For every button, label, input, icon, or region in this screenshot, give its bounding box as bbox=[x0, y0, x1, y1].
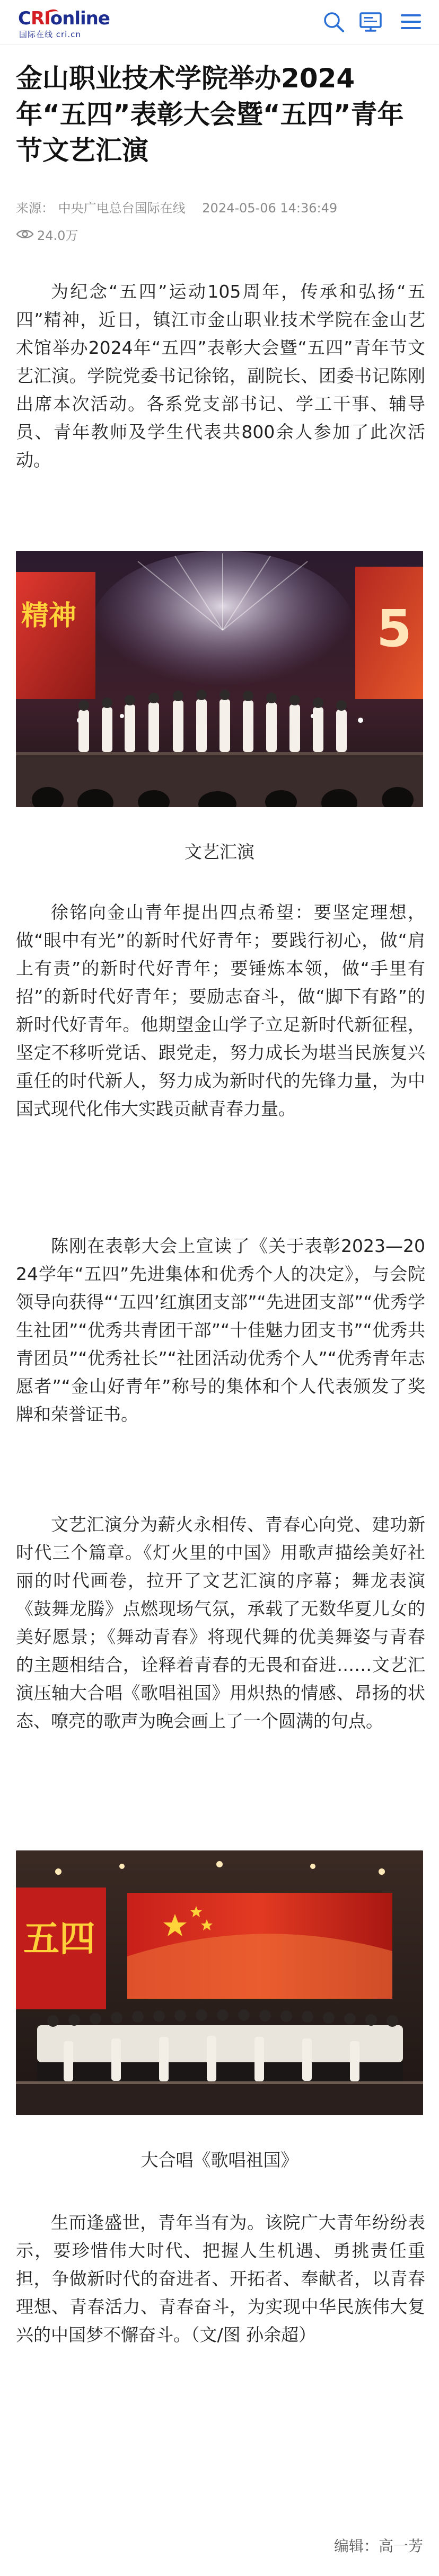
screen-text-right: 5 bbox=[376, 599, 412, 658]
screen-icon[interactable] bbox=[358, 10, 383, 34]
paragraph-4: 文艺汇演分为薪火永相传、青春心向党、建功新时代三个篇章。《灯火里的中国》用歌声描绘美好社丽的时代画卷，拉开了文艺汇演的序幕；舞龙表演《鼓舞龙腾》点燃现场气氛，承载了无数华夏儿女的美好愿景；《舞动青春》将现代舞的优美舞姿与青春的主题相结合，诠释着青春的无畏和奋进……文艺汇演压轴大合唱《歌唱祖国》用炽热的情感、昂扬的状态、嘹亮的歌声为晚会画上了一个圆满的句点。 bbox=[16, 1514, 425, 1731]
photo-caption-1: 文艺汇演 bbox=[185, 842, 254, 862]
article-title: 金山职业技术学院举办2024年“五四”表彰大会暨“五四”青年节文艺汇演 bbox=[16, 63, 404, 166]
view-count bbox=[16, 225, 78, 244]
search-icon[interactable] bbox=[321, 10, 346, 34]
paragraph-5: 生而逢盛世，青年当有为。该院广大青年纷纷表示，要珍惜伟大时代、把握人生机遇、勇挑责任重担，争做新时代的奋进者、开拓者、奉献者，以青春理想、青春活力、青春奋斗，为实现中华民族伟大复兴的中国梦不懈奋斗。（文/图 孙余超） bbox=[16, 2212, 425, 2345]
logo-mark: CRIonline bbox=[18, 8, 110, 29]
article-time: 2024-05-06 14:36:49 bbox=[202, 201, 338, 216]
top-bar bbox=[0, 0, 439, 44]
logo-subtitle: 国际在线 cri.cn bbox=[19, 30, 81, 39]
editor-credit: 编辑：高一芳 bbox=[333, 2537, 423, 2555]
paragraph-2: 徐铭向金山青年提出四点希望：要坚定理想，做“眼中有光”的新时代好青年；要践行初心，做“肩上有责”的新时代好青年；要锤炼本领，做“手里有招”的新时代好青年；要励志奋斗，做“脚下有路”的新时代好青年。他期望金山学子立足新时代新征程，坚定不移听党话、跟党走，努力成长为堪当民族复兴重任的时代新人，努力成为新时代的先锋力量，为中国式现代化伟大实践贡献青春力量。 bbox=[16, 902, 425, 1119]
view-count-value: 24.0万 bbox=[37, 228, 78, 243]
article-source: 来源： 中央广电总台国际在线 bbox=[16, 201, 186, 216]
cri-logo[interactable] bbox=[18, 8, 124, 39]
article-meta bbox=[16, 199, 429, 217]
eye-icon bbox=[16, 228, 34, 240]
banner-text: 五四 bbox=[23, 1918, 96, 1960]
paragraph-3: 陈刚在表彰大会上宣读了《关于表彰2023—2024学年“五四”先进集体和优秀个人的决定》，与会院领导向获得“‘五四’红旗团支部”“先进团支部”“优秀学生社团”“优秀共青团干部”“十佳魅力团支书”“优秀共青团员”“优秀社长”“社团活动优秀个人”“优秀青年志愿者”“金山好青年”称号的集体和个人代表颁发了奖牌和荣誉证书。 bbox=[16, 1236, 425, 1425]
screen-text-left: 精神 bbox=[21, 600, 77, 632]
chorus-photo bbox=[16, 1850, 423, 2115]
performance-photo bbox=[16, 551, 423, 807]
menu-icon[interactable] bbox=[399, 10, 423, 34]
paragraph-1: 为纪念“五四”运动105周年，传承和弘扬“五四”精神，近日，镇江市金山职业技术学院在金山艺术馆举办2024年“五四”表彰大会暨“五四”青年节文艺汇演。学院党委书记徐铭，副院长、团委书记陈刚出席本次活动。各系党支部书记、学工干事、辅导员、青年教师及学生代表共800余人参加了此次活动。 bbox=[16, 281, 425, 470]
photo-caption-2: 大合唱《歌唱祖国》 bbox=[141, 2150, 298, 2170]
